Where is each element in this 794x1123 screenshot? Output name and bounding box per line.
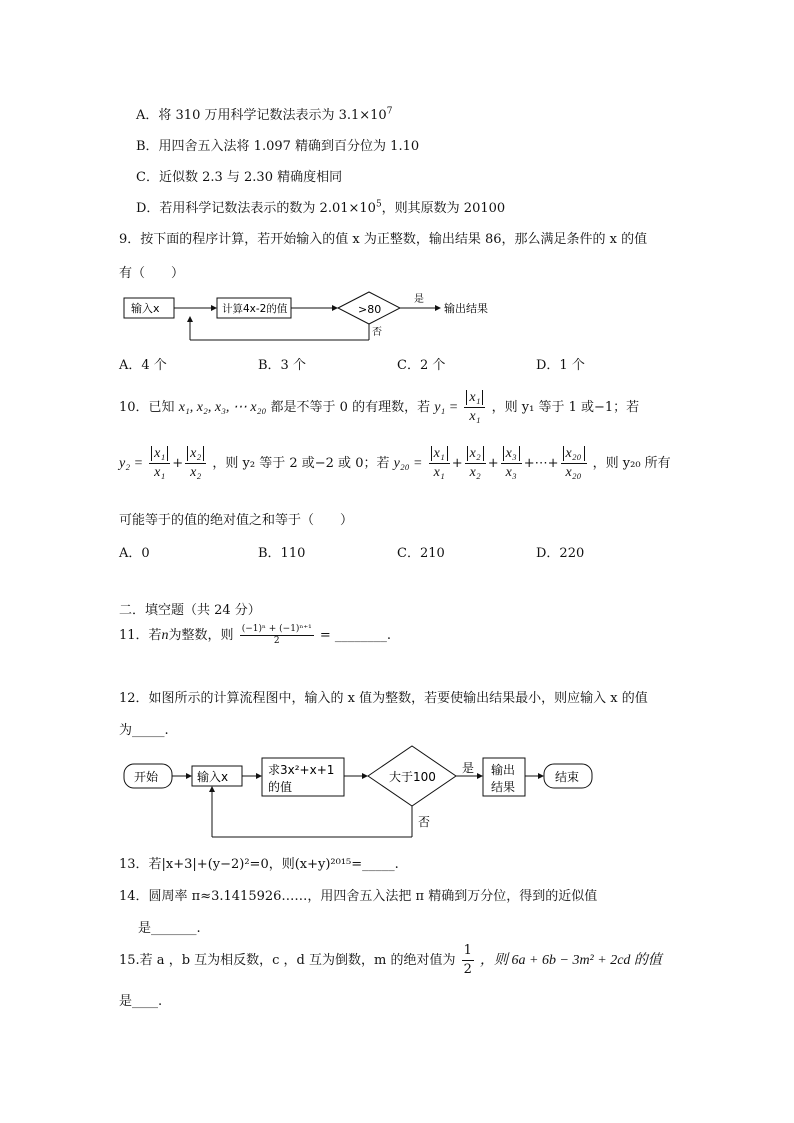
q12-start-label: 开始 [134, 770, 159, 784]
q10-line2: y₂ = $\frac{\text{x₁}}{\text{x₁}}$ + $\frac{\text{x₂}}{\text{x₂}}$ ，则 y₂ 等于 2 或−2 或 0；若 y₂₀ = $\frac{\text{x₁}}{\text{x₁}}$ + $\frac{\text{x₂}}{\text{x₂}}$ + $\frac{\text{x₃}}{\text{x₃}}$ +⋯+ $\frac{\text{x₂₀}}{\text{x₂₀}}$ ，则 y₂₀ 所有 [119, 446, 671, 480]
q10-option-c: C．210 [397, 546, 445, 561]
q9-no-label: 否 [372, 327, 382, 338]
q12-stem-line1: 12．如图所示的计算流程图中，输入的 x 值为整数，若要使输出结果最小，则应输入 x 的值 [119, 691, 648, 706]
q9-option-b: B．3 个 [258, 358, 306, 373]
q15-line2: 是____. [119, 994, 163, 1009]
q9-stem-line1: 9．按下面的程序计算，若开始输入的值 x 为正整数，输出结果 86，那么满足条件的 x 的值 [119, 232, 648, 247]
q15-line1: 15.若 a ，b 互为相反数，c ，d 互为倒数，m 的绝对值为 $\frac{1}{2}$ ，则 6a + 6b − 3m² + 2cd 的值 [119, 943, 662, 977]
q12-output-label-2: 结果 [491, 780, 516, 794]
q9-decision-label: >80 [358, 303, 382, 316]
q14-line1: 14．圆周率 π≈3.1415926……，用四舍五入法把 π 精确到万分位，得到的近似值 [119, 889, 598, 904]
q8-option-a: A．将 310 万用科学记数法表示为 $3.1\times 10^7$ [136, 106, 393, 123]
q9-output-label: 输出结果 [444, 302, 488, 315]
q9-input-label: 输入x [131, 302, 160, 315]
q10-line3: 可能等于的值的绝对值之和等于（ ） [119, 513, 354, 528]
section-fill-in-heading: 二．填空题（共 24 分） [119, 603, 261, 618]
q14-line2: 是_______. [138, 921, 201, 936]
q12-yes-label: 是 [462, 761, 475, 775]
q12-compute-label-2: 的值 [268, 780, 293, 794]
q9-compute-label: 计算4x-2的值 [222, 303, 288, 315]
q12-no-label: 否 [418, 815, 431, 829]
q10-line1: 10．已知 x₁, x₂, x₃, ⋯ x₂₀ 都是不等于 0 的有理数，若 y₁ = $\frac{\text{x₁}}{\text{x₁}}$ ，则 y₁ 等于 1 或−1；若 [119, 390, 640, 424]
q12-input-label: 输入x [197, 770, 229, 784]
q12-end-label: 结束 [555, 770, 580, 784]
q9-option-c: C．2 个 [397, 358, 446, 373]
q8-option-c: C．近似数 2.3 与 2.30 精确度相同 [136, 170, 343, 185]
q9-option-a: A．4 个 [119, 358, 167, 373]
q12-decision-label: 大于100 [389, 770, 436, 784]
q10-option-a: A．0 [119, 546, 150, 561]
q13: 13．若|x+3|+(y−2)²=0，则(x+y)²⁰¹⁵=_____. [119, 857, 399, 872]
q9-option-d: D．1 个 [536, 358, 585, 373]
q12-output-label-1: 输出 [491, 763, 516, 777]
q12-compute-label-1: 求3x²+x+1 [268, 763, 335, 777]
q12-stem-line2: 为_____. [119, 723, 169, 738]
q8-option-b: B．用四舍五入法将 1.097 精确到百分位为 1.10 [136, 139, 420, 154]
q9-yes-label: 是 [414, 294, 424, 305]
q8-option-d: D．若用科学记数法表示的数为 $2.01\times 10^5$，则其原数为 20100 [136, 199, 506, 216]
q9-stem-line2: 有（ ） [119, 266, 185, 281]
q10-option-b: B．110 [258, 546, 306, 561]
q11: 11．若n为整数，则 $\frac{\text{(−1)ⁿ + (−1)ⁿ⁺¹}}{2}$ = ________. [119, 624, 392, 646]
q10-option-d: D．220 [536, 546, 585, 561]
